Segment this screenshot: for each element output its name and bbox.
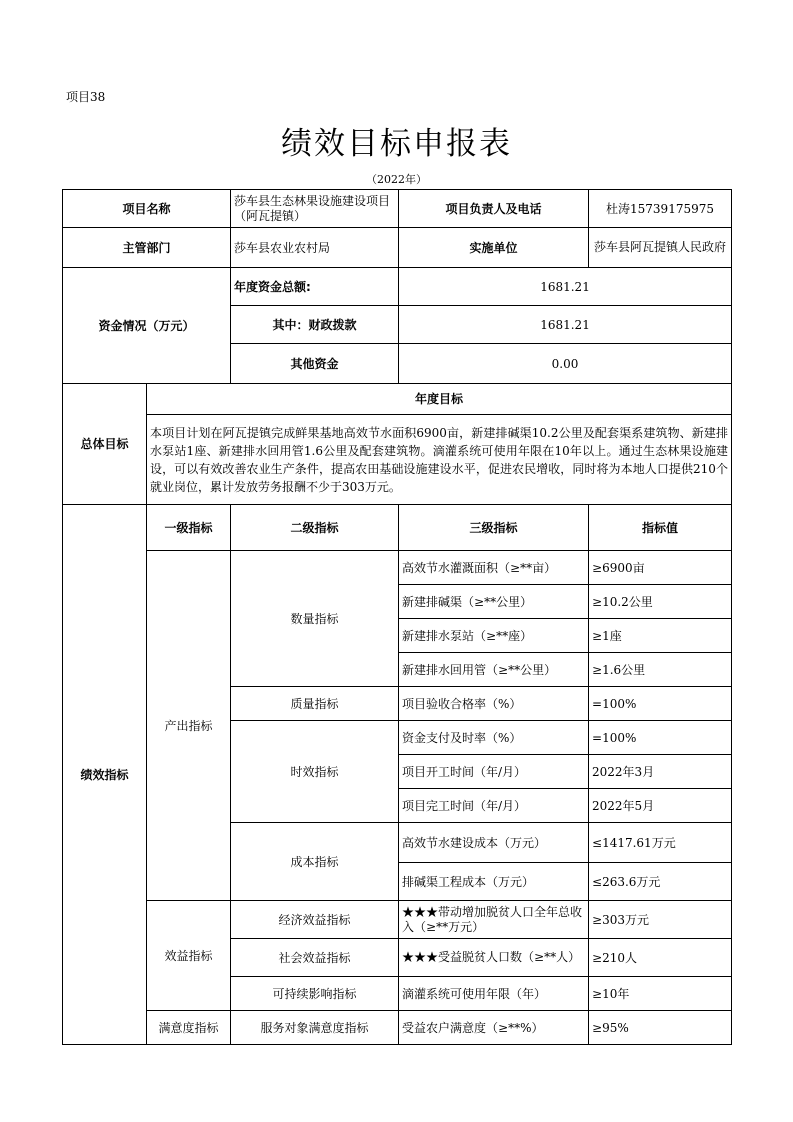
contact-label: 项目负责人及电话 (399, 190, 589, 228)
impl-value: 莎车县阿瓦提镇人民政府 (589, 228, 732, 268)
annual-goal-text: 本项目计划在阿瓦提镇完成鲜果基地高效节水面积6900亩，新建排碱渠10.2公里及配套渠系建筑物、新建排水泵站1座、新建排水回用管1.6公里及配套建筑物。滴灌系统可使用年限在10年以上。通过生态林果设施建设，可以有效改善农业生产条件，提高农田基础设施建设水平，促进农民增收，同时将为本地人口提供210个就业岗位，累计发放劳务报酬不少于303万元。 (147, 415, 732, 505)
indicator-value: ≥6900亩 (589, 551, 732, 585)
project-number: 项目38 (66, 90, 106, 104)
indicator-value: ≥10.2公里 (589, 585, 732, 619)
indicator-name: 资金支付及时率（%） (399, 721, 589, 755)
indicators-label: 绩效指标 (63, 505, 147, 1045)
indicator-value: ≥210人 (589, 939, 732, 977)
indicator-value: 2022年5月 (589, 789, 732, 823)
social-label: 社会效益指标 (231, 939, 399, 977)
table-row (63, 268, 732, 306)
indicator-value: ≤1417.61万元 (589, 823, 732, 863)
table-row (63, 1011, 732, 1045)
indicator-name: 项目开工时间（年/月） (399, 755, 589, 789)
table-row (63, 228, 732, 268)
indicator-value: ≥95% (589, 1011, 732, 1045)
indicator-value: ≥1座 (589, 619, 732, 653)
dept-label: 主管部门 (63, 228, 231, 268)
quantity-label: 数量指标 (231, 551, 399, 687)
goal-label: 总体目标 (63, 384, 147, 505)
funds-total-value: 1681.21 (399, 268, 732, 306)
indicator-name: 高效节水建设成本（万元） (399, 823, 589, 863)
indicator-value: ≥10年 (589, 977, 732, 1011)
indicator-name: 高效节水灌溉面积（≥**亩） (399, 551, 589, 585)
indicator-value: 2022年3月 (589, 755, 732, 789)
header-lvl2: 二级指标 (231, 505, 399, 551)
indicator-name: 新建排水回用管（≥**公里） (399, 653, 589, 687)
table-row (63, 901, 732, 939)
indicator-value: =100% (589, 687, 732, 721)
timeliness-label: 时效指标 (231, 721, 399, 823)
indicator-name: 项目完工时间（年/月） (399, 789, 589, 823)
indicator-name: 排碱渠工程成本（万元） (399, 863, 589, 901)
table-row (63, 415, 732, 505)
page-title: 绩效目标申报表 (281, 126, 512, 162)
header-lvl1: 一级指标 (147, 505, 231, 551)
project-name-label: 项目名称 (63, 190, 231, 228)
funds-fiscal-label: 其中：财政拨款 (231, 306, 399, 344)
benefit-label: 效益指标 (147, 901, 231, 1011)
indicator-value: =100% (589, 721, 732, 755)
output-label: 产出指标 (147, 551, 231, 901)
report-year: （2022年） (366, 173, 427, 186)
indicator-name: 滴灌系统可使用年限（年） (399, 977, 589, 1011)
table-row (63, 190, 732, 228)
quality-label: 质量指标 (231, 687, 399, 721)
table-row (63, 505, 732, 551)
indicator-value: ≥303万元 (589, 901, 732, 939)
performance-target-table (62, 189, 732, 1045)
table-row (63, 384, 732, 415)
funds-fiscal-value: 1681.21 (399, 306, 732, 344)
header-lvl3: 三级指标 (399, 505, 589, 551)
indicator-name: 项目验收合格率（%） (399, 687, 589, 721)
contact-value: 杜涛15739175975 (589, 190, 732, 228)
cost-label: 成本指标 (231, 823, 399, 901)
economic-label: 经济效益指标 (231, 901, 399, 939)
impl-label: 实施单位 (399, 228, 589, 268)
indicator-value: ≥1.6公里 (589, 653, 732, 687)
satisfaction-label: 满意度指标 (147, 1011, 231, 1045)
funds-total-label: 年度资金总额: (231, 268, 399, 306)
header-value: 指标值 (589, 505, 732, 551)
dept-value: 莎车县农业农村局 (231, 228, 399, 268)
indicator-value: ≤263.6万元 (589, 863, 732, 901)
project-name-value: 莎车县生态林果设施建设项目（阿瓦提镇） (231, 190, 399, 228)
indicator-name: ★★★带动增加脱贫人口全年总收入（≥**万元） (399, 901, 589, 939)
indicator-name: 新建排水泵站（≥**座） (399, 619, 589, 653)
indicator-name: ★★★受益脱贫人口数（≥**人） (399, 939, 589, 977)
indicator-name: 受益农户满意度（≥**%） (399, 1011, 589, 1045)
funds-label: 资金情况（万元） (63, 268, 231, 384)
sustain-label: 可持续影响指标 (231, 977, 399, 1011)
table-row (63, 551, 732, 585)
funds-other-label: 其他资金 (231, 344, 399, 384)
funds-other-value: 0.00 (399, 344, 732, 384)
service-label: 服务对象满意度指标 (231, 1011, 399, 1045)
indicator-name: 新建排碱渠（≥**公里） (399, 585, 589, 619)
annual-goal-label: 年度目标 (147, 384, 732, 415)
